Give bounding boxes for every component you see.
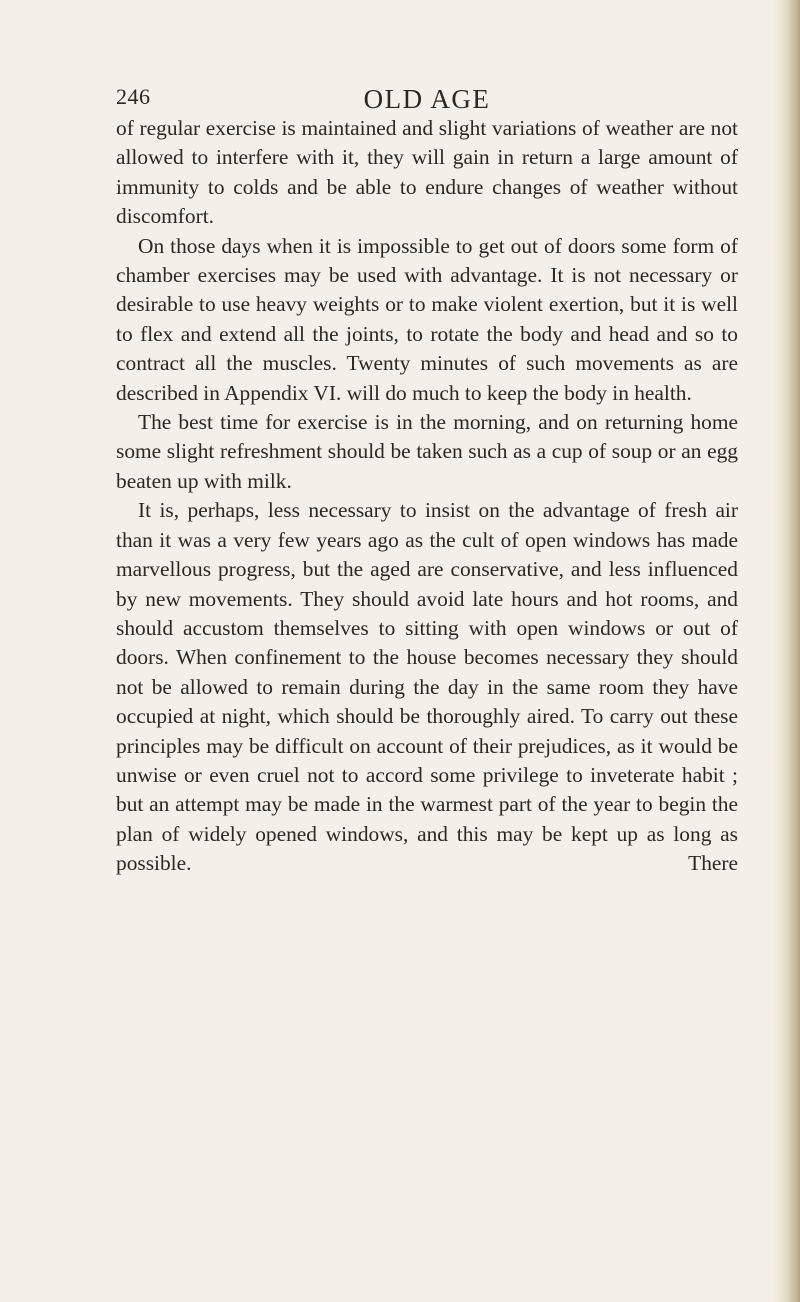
running-head: OLD AGE: [363, 84, 491, 114]
paragraph-1: of regular exercise is maintained and slight variations of weather are not allowed to interfere with it, they will gain in return a large amount of immunity to colds and be able to endure changes of weather without discomfort.: [116, 116, 738, 229]
body-text: [116, 114, 738, 879]
paragraph-3: The best time for exercise is in the morning, and on returning home some slight refreshment should be taken such as a cup of soup or an egg beaten up with milk.: [116, 410, 738, 493]
paragraph-2: On those days when it is impossible to get out of doors some form of chamber exercises may be used with advantage. It is not necessary or desirable to use heavy weights or to make violent exertion, but it is well to flex and extend all the joints, to rotate the body and head and so to contract all the muscles. Twenty minutes of such movements as are described in Appendix VI. will do much to keep the body in health.: [116, 233, 738, 405]
page-edge-shadow: [774, 0, 800, 1302]
page-number: 246: [116, 84, 151, 109]
paragraph-4: It is, perhaps, less necessary to insist on the advantage of fresh air than it was a very few years ago as the cult of open windows has made marvellous progress, but the aged are conservative, and less influenced by new movements. They should avoid late hours and hot rooms, and should accustom themselves to sitting with open windows or out of doors. When confinement to the house becomes necessary they should not be allowed to remain during the day in the same room they have occupied at night, which should be thoroughly aired. To carry out these principles may be difficult on account of their prejudices, as it would be unwise or even cruel not to accord some privilege to inveterate habit ; but an attempt may be made in the warmest part of the year to begin the plan of widely opened windows, and this may be kept up as long as possible. There: [116, 498, 738, 876]
